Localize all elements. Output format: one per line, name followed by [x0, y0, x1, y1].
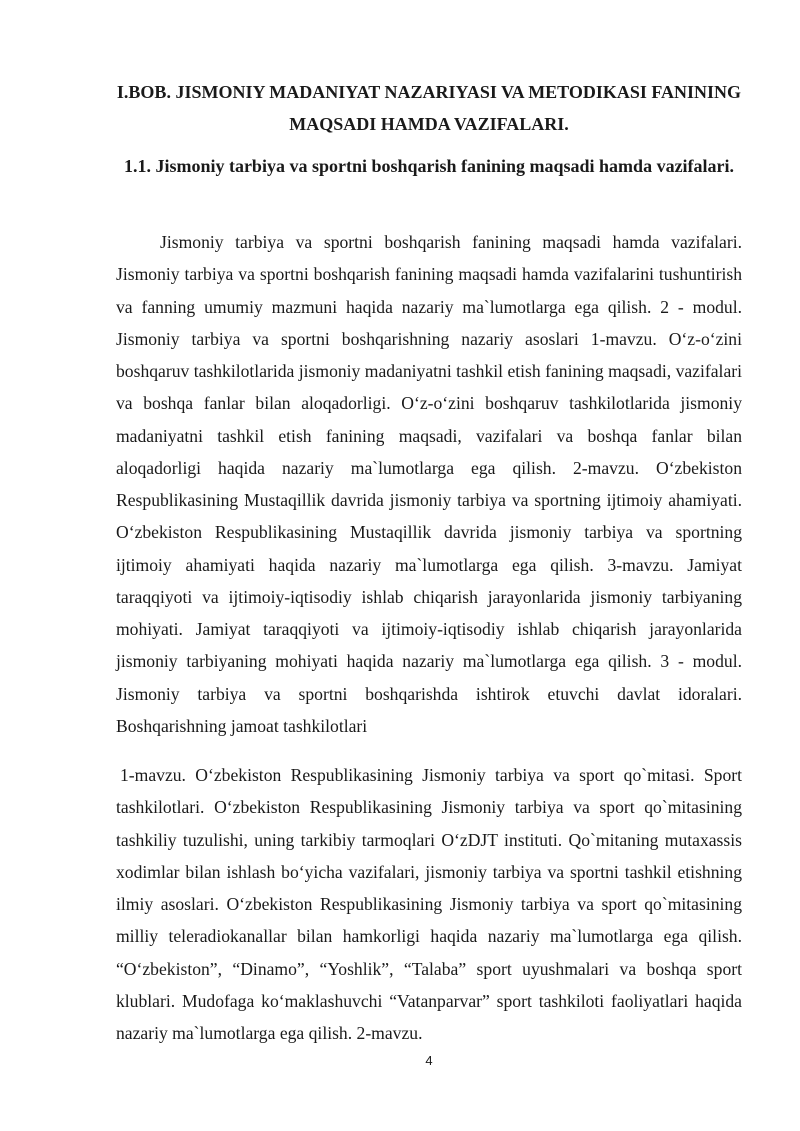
section-title: 1.1. Jismoniy tarbiya va sportni boshqarish fanining maqsadi hamda vazifalari. [123, 156, 735, 176]
chapter-title: I.BOB. JISMONIY MADANIYAT NAZARIYASI VA METODIKASI FANINING MAQSADI HAMDA VAZIFALARI. [116, 82, 742, 134]
body-paragraph: 1-mavzu. O‘zbekiston Respublikasining Jismoniy tarbiya va sport qo`mitasi. Sport tashkilotlari. O‘zbekiston Respublikasining Jismoniy tarbiya va sport qo`mitasining tashkiliy tuzulishi, uning tarkibiy tarmoqlari O‘zDJT instituti. Qo`mitaning mutaxassis xodimlar bilan ishlash bo‘yicha vazifalari, jismoniy tarbiya va sportni tashkil etishning ilmiy asoslari. O‘zbekiston Respublikasining Jismoniy tarbiya va sport qo`mitasining milliy teleradiokanallar bilan hamkorligi haqida nazariy ma`lumotlarga ega qilish. “O‘zbekiston”, “Dinamo”, “Yoshlik”, “Talaba” sport uyushmalari va boshqa sport klublari. Mudofaga ko‘maklashuvchi “Vatanparvar” sport tashkiloti faoliyatlari haqida nazariy ma`lumotlarga ega qilish. 2-mavzu. [116, 765, 742, 1043]
page-number: 4 [425, 1053, 433, 1068]
body-paragraph: Jismoniy tarbiya va sportni boshqarish fanining maqsadi hamda vazifalari. Jismoniy tarbiya va sportni boshqarish fanining maqsadi hamda vazifalarini tushuntirish va fanning umumiy mazmuni haqida nazariy ma`lumotlarga ega qilish. 2 - modul. Jismoniy tarbiya va sportni boshqarishning nazariy asoslari 1-mavzu. O‘z-o‘zini boshqaruv tashkilotlarida jismoniy madaniyatni tashkil etish fanining maqsadi, vazifalari va boshqa fanlar bilan aloqadorligi. O‘z-o‘zini boshqaruv tashkilotlarida jismoniy madaniyatni tashkil etish fanining maqsadi, vazifalari va boshqa fanlar bilan aloqadorligi haqida nazariy ma`lumotlarga ega qilish. 2-mavzu. O‘zbekiston Respublikasining Mustaqillik davrida jismoniy tarbiya va sportning ijtimoiy ahamiyati. O‘zbekiston Respublikasining Mustaqillik davrida jismoniy tarbiya va sportning ijtimoiy ahamiyati haqida nazariy ma`lumotlarga ega qilish. 3-mavzu. Jamiyat taraqqiyoti va ijtimoiy-iqtisodiy ishlab chiqarish jarayonlarida jismoniy tarbiyaning mohiyati. Jamiyat taraqqiyoti va ijtimoiy-iqtisodiy ishlab chiqarish jarayonlarida jismoniy tarbiyaning mohiyati haqida nazariy ma`lumotlarga ega qilish. 3 - modul. Jismoniy tarbiya va sportni boshqarishda ishtirok etuvchi davlat idoralari. Boshqarishning jamoat tashkilotlari [116, 232, 742, 736]
